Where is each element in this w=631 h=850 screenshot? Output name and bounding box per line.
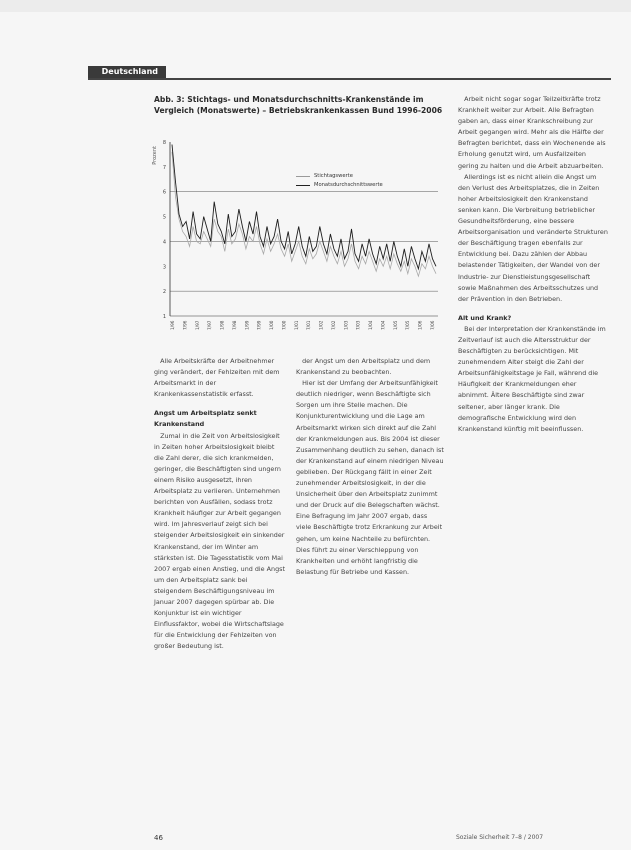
- page-number: 46: [154, 834, 163, 842]
- y-tick-label: 5: [162, 214, 166, 221]
- paragraph: Hier ist der Umfang der Arbeitsunfähigkeit deutlich niedriger, wenn Beschäftigte sich Sorgen um ihre Stelle machen. Die Konjunkturentwicklung und die Lage am Arbeitsmarkt wirken sich direkt auf die Zahl der Krankmeldungen aus. Bis 2004 ist dieser Zusammenhang deutlich zu sehen, danach ist der Krankenstand auf einem niedrigen Niveau geblieben. Der Rückgang fällt in einer Zeit zunehmender Arbeitslosigkeit, in der die Unsicherheit über den Arbeitsplatz zunimmt und der Druck auf die Belegschaften wächst. Eine Befragung im Jahr 2007 ergab, dass viele Beschäftigte trotz Erkrankung zur Arbeit gehen, um keine Nachteile zu befürchten. Dies führt zu einer Verschleppung von Krankheiten und erhöht langfristig die Belastung für Betriebe und Kassen.: [296, 379, 446, 576]
- legend-label: Stichtagswerte: [314, 173, 353, 179]
- paragraph: Allerdings ist es nicht allein die Angst um den Verlust des Arbeitsplatzes, die in Zeiten hoher Arbeitslosigkeit den Krankenstand senken kann. Die Verbreitung betrieblicher Gesundheitsförderung, eine bessere Arbeitsorganisation und veränderte Strukturen der Beschäftigung tragen ebenfalls zur Entwicklung bei. Dazu zählen der Abbau belastender Tätigkeiten, der Wandel von der Industrie- zur Dienstleistungsgesellschaft sowie Maßnahmen des Arbeitsschutzes und der Prävention in den Betrieben.: [458, 172, 610, 303]
- paragraph: Bei der Interpretation der Krankenstände im Zeitverlauf ist auch die Altersstruktur der Beschäftigten zu berücksichtigen. Mit zunehmendem Alter steigt die Zahl der Arbeitsunfähigkeitstage je Fall, während die Häufigkeit der Krankmeldungen eher abnimmt. Ältere Beschäftigte sind zwar seltener, aber länger krank. Die demografische Entwicklung wird den Krankenstand künftig mit beeinflussen.: [458, 324, 608, 433]
- x-tick-label: 7/98: [231, 320, 237, 330]
- text-column-3: [458, 94, 608, 435]
- figure-title: Abb. 3: Stichtags- und Monatsdurchschnitts-Krankenstände im Vergleich (Monatswerte) – Betriebskrankenkassen Bund 1996-2006: [154, 95, 443, 115]
- x-tick-label: 1/04: [368, 320, 374, 330]
- x-tick-label: 7/02: [330, 320, 336, 330]
- y-tick-label: 8: [162, 140, 166, 146]
- x-tick-label: 1/98: [219, 320, 225, 330]
- y-tick-label: 7: [162, 164, 166, 171]
- footer-source: Soziale Sicherheit 7–8 / 2007: [456, 834, 544, 841]
- paragraph: Arbeit nicht sogar sogar Teilzeitkräfte trotz Krankheit weiter zur Arbeit. Alle Befragten gaben an, dass einer Krankschreibung zur Arbeit gegangen wird. Mehr als die Hälfte der Befragten berichtet, dass ein Wochenende als Erholung genutzt wird, um Ausfallzeiten gering zu halten und die Arbeit abzuarbeiten.: [458, 95, 608, 170]
- x-tick-label: 7/03: [355, 320, 361, 330]
- x-tick-label: 7/05: [405, 320, 411, 330]
- x-tick-label: 1/01: [293, 320, 299, 330]
- y-tick-label: 4: [162, 239, 166, 246]
- x-tick-label: 7/01: [306, 320, 312, 330]
- x-tick-label: 1/99: [244, 320, 250, 330]
- subheading: Alt und Krank?: [458, 313, 512, 322]
- legend-swatch-gray: [296, 176, 310, 177]
- text-column-1: [154, 356, 286, 652]
- chart-legend: [296, 172, 383, 190]
- y-tick-label: 6: [162, 189, 166, 196]
- x-tick-label: 1/97: [194, 320, 200, 330]
- x-tick-label: 7/06: [430, 320, 435, 330]
- series-line-stichtag: [172, 152, 436, 276]
- x-tick-label: 7/97: [207, 320, 213, 330]
- text-column-2: [296, 356, 444, 578]
- legend-swatch-black: [296, 185, 310, 187]
- x-tick-label: 1/05: [392, 320, 398, 330]
- chart: [150, 138, 442, 350]
- section-rule: [88, 78, 611, 80]
- x-tick-label: 7/96: [182, 320, 188, 330]
- series-line-monat: [172, 145, 436, 269]
- y-tick-label: 1: [162, 314, 166, 320]
- x-tick-label: 1/03: [343, 320, 349, 330]
- x-tick-label: 1/00: [269, 320, 275, 330]
- chart-svg: [150, 138, 442, 350]
- section-tab: Deutschland: [88, 66, 166, 78]
- paragraph: Zumal in die Zeit von Arbeitslosigkeit in Zeiten hoher Arbeitslosigkeit bleibt die Zahl derer, die sich krankmelden, geringer, die Beschäftigten sind ungern einem Risiko ausgesetzt, ihren Arbeitsplatz zu verlieren. Unternehmen berichten von Ausfällen, sodass trotz Krankheit häufiger zur Arbeit gegangen wird. Im Jahresverlauf zeigt sich bei steigender Arbeitslosigkeit ein sinkender Krankenstand, der im Winter am stärksten ist. Die Tagesstatistik vom Mai 2007 ergab einen Anstieg, und die Angst um den Arbeitsplatz sank bei steigendem Beschäftigungsniveau im Januar 2007 dagegen spürbar ab. Die Konjunktur ist ein wichtiger Einflussfaktor, wobei die Wirtschaftslage für die Entwicklung der Fehlzeiten von großer Bedeutung ist.: [154, 431, 288, 651]
- x-tick-label: 7/00: [281, 320, 287, 330]
- paragraph: Alle Arbeitskräfte der Arbeitnehmer ging verändert, der Fehlzeiten mit dem Arbeitsmarkt in der Krankenkassenstatistik erfasst.: [154, 357, 282, 399]
- y-axis-label: Prozent: [152, 146, 158, 165]
- subheading: Angst um Arbeitsplatz senkt Krankenstand: [154, 409, 259, 429]
- y-tick-label: 3: [162, 264, 166, 271]
- x-tick-label: 7/04: [380, 320, 386, 330]
- x-tick-label: 1/96: [170, 320, 175, 330]
- x-tick-label: 1/06: [417, 320, 423, 330]
- x-tick-label: 7/99: [256, 320, 262, 330]
- paragraph: der Angst um den Arbeitsplatz und dem Krankenstand zu beobachten.: [296, 357, 433, 377]
- legend-item-monat: [296, 181, 383, 190]
- legend-item-stichtag: [296, 172, 383, 181]
- legend-label: Monatsdurchschnittswerte: [314, 182, 383, 188]
- x-tick-label: 1/02: [318, 320, 324, 330]
- scan-top-strip: [0, 0, 631, 12]
- y-tick-label: 2: [162, 289, 166, 296]
